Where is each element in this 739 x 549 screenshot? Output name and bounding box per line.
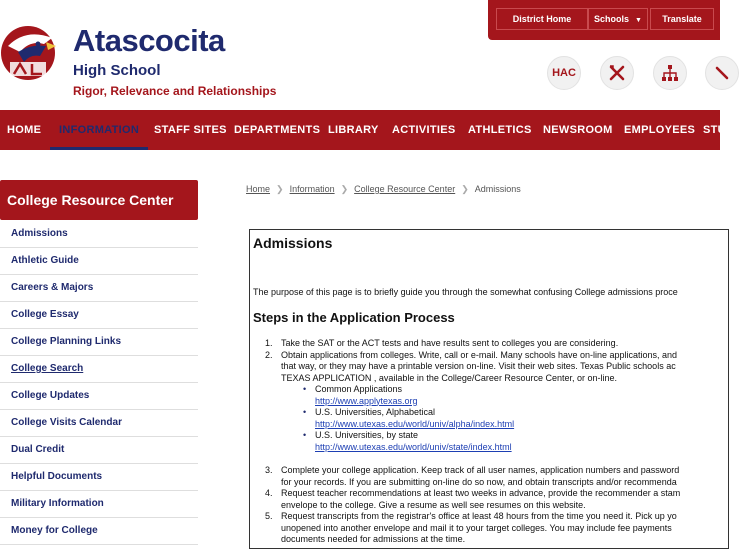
sitemap-icon xyxy=(661,64,679,82)
schools-dropdown[interactable] xyxy=(588,8,648,30)
step-text: Complete your college application. Keep track of all user names, application numbers and password xyxy=(281,465,680,475)
breadcrumb-separator-icon: ❯ xyxy=(461,184,469,194)
bullet-icon: • xyxy=(303,430,307,440)
steps-list xyxy=(265,338,735,546)
sidebar-item-college-essay[interactable]: College Essay xyxy=(0,302,198,329)
step-2-continued xyxy=(265,373,735,385)
sidebar-item-military-information[interactable]: Military Information xyxy=(0,491,198,518)
fork-knife-icon xyxy=(608,64,626,82)
universities-state-link[interactable]: http://www.utexas.edu/world/univ/state/index.html xyxy=(315,441,512,452)
resource-label: U.S. Universities, by state xyxy=(315,430,419,440)
step-5-continued xyxy=(265,523,735,535)
sidebar-title: College Resource Center xyxy=(0,180,198,220)
step-3 xyxy=(265,465,735,477)
step-5-continued xyxy=(265,534,735,546)
nav-information[interactable]: INFORMATION xyxy=(50,110,148,150)
intro-paragraph: The purpose of this page is to briefly guide you through the somewhat confusing College admissions proce xyxy=(253,287,678,297)
step-text: documents needed for admissions at the time. xyxy=(281,534,466,544)
page-title: Admissions xyxy=(253,235,333,251)
main-navigation xyxy=(0,110,726,150)
breadcrumb-current: Admissions xyxy=(474,184,521,194)
step-number: 4. xyxy=(265,488,273,498)
applytexas-link[interactable]: http://www.applytexas.org xyxy=(315,395,418,406)
sidebar-item-athletic-guide[interactable]: Athletic Guide xyxy=(0,248,198,275)
breadcrumb-information[interactable]: Information xyxy=(289,184,335,194)
sidebar-item-dual-credit[interactable]: Dual Credit xyxy=(0,437,198,464)
resource-link-row xyxy=(265,419,735,431)
resource-common-applications xyxy=(265,384,735,396)
step-text: for your records. If you are submitting on-line do so now, and obtain transcripts and/or recommenda xyxy=(281,476,677,487)
cafeteria-menu-button[interactable] xyxy=(600,56,634,90)
step-text: that way, or they may have a printable version on-line. Visit their web sites. Texas Public schools ac xyxy=(281,361,676,371)
resource-us-universities-alpha xyxy=(265,407,735,419)
step-text: Request teacher recommendations at least two weeks in advance, provide the recommender a stam xyxy=(281,488,681,498)
school-subtitle: High School xyxy=(73,62,161,79)
bullet-icon: • xyxy=(303,407,307,417)
step-text: TEXAS APPLICATION , available in the College/Career Resource Center, or on-line. xyxy=(281,372,617,383)
breadcrumb-separator-icon: ❯ xyxy=(276,184,284,194)
universities-alpha-link[interactable]: http://www.utexas.edu/world/univ/alpha/index.html xyxy=(315,418,515,429)
nav-students[interactable]: STU xyxy=(703,124,726,136)
step-2 xyxy=(265,350,735,362)
nav-departments[interactable]: DEPARTMENTS xyxy=(234,124,321,136)
step-text: envelope to the college. Give a resume as well see resumes on this website. xyxy=(281,499,586,510)
sidebar-item-careers-majors[interactable]: Careers & Majors xyxy=(0,275,198,302)
school-motto: Rigor, Relevance and Relationships xyxy=(73,84,277,98)
resource-us-universities-state xyxy=(265,430,735,442)
breadcrumb-separator-icon: ❯ xyxy=(340,184,349,194)
translate-link[interactable]: Translate xyxy=(650,8,714,30)
breadcrumb-college-resource-center[interactable]: College Resource Center xyxy=(354,184,456,194)
nav-activities[interactable]: ACTIVITIES xyxy=(392,124,456,136)
step-text: Obtain applications from colleges. Write, call or e-mail. Many schools have on-line applications, and xyxy=(281,349,678,360)
resource-link-row xyxy=(265,396,735,408)
nav-athletics[interactable]: ATHLETICS xyxy=(468,124,532,136)
district-home-link[interactable]: District Home xyxy=(496,8,588,30)
resource-label: Common Applications xyxy=(315,384,403,394)
nav-staff-sites[interactable]: STAFF SITES xyxy=(154,124,227,136)
step-number: 5. xyxy=(265,511,273,521)
schools-label: Schools xyxy=(594,14,630,24)
step-text: Take the SAT or the ACT tests and have results sent to colleges you are considering. xyxy=(281,338,619,348)
step-text: Request transcripts from the registrar's office at least 48 hours from the time you need it. Pick up yo xyxy=(281,511,677,521)
sitemap-button[interactable] xyxy=(653,56,687,90)
sidebar-item-college-planning-links[interactable]: College Planning Links xyxy=(0,329,198,356)
nav-home[interactable]: HOME xyxy=(7,124,42,136)
hac-button[interactable] xyxy=(547,56,581,90)
step-2-continued xyxy=(265,361,735,373)
bullet-icon: • xyxy=(303,384,307,394)
sidebar-item-college-visits-calendar[interactable]: College Visits Calendar xyxy=(0,410,198,437)
extra-icon xyxy=(715,66,729,80)
hac-label: HAC xyxy=(552,67,576,79)
sidebar-item-college-updates[interactable]: College Updates xyxy=(0,383,198,410)
sidebar-item-money-for-college[interactable]: Money for College xyxy=(0,518,198,545)
step-5 xyxy=(265,511,735,523)
step-1 xyxy=(265,338,735,350)
sidebar-menu xyxy=(0,221,198,545)
site-header xyxy=(0,0,720,110)
step-number: 2. xyxy=(265,349,273,360)
resource-link-row xyxy=(265,442,735,454)
school-name[interactable]: Atascocita xyxy=(73,23,225,58)
extra-quicklink-button[interactable] xyxy=(705,56,739,90)
sidebar-item-college-search[interactable]: College Search xyxy=(0,356,198,383)
sidebar-item-helpful-documents[interactable]: Helpful Documents xyxy=(0,464,198,491)
sidebar-item-admissions[interactable]: Admissions xyxy=(0,221,198,248)
caret-down-icon: ▼ xyxy=(635,17,642,24)
eagle-logo[interactable] xyxy=(0,22,60,84)
step-3-continued xyxy=(265,477,735,489)
breadcrumb-home[interactable]: Home xyxy=(246,184,271,194)
resource-label: U.S. Universities, Alphabetical xyxy=(315,407,436,417)
admissions-document xyxy=(249,229,729,549)
top-links-bar xyxy=(488,0,720,40)
steps-heading: Steps in the Application Process xyxy=(253,310,455,325)
step-text: unopened into another envelope and mail it to your target colleges. You may include fee payments xyxy=(281,522,672,533)
step-4-continued xyxy=(265,500,735,512)
nav-employees[interactable]: EMPLOYEES xyxy=(624,124,696,136)
nav-newsroom[interactable]: NEWSROOM xyxy=(543,124,613,136)
step-4 xyxy=(265,488,735,500)
nav-library[interactable]: LIBRARY xyxy=(328,124,379,136)
step-number: 1. xyxy=(265,338,273,348)
step-number: 3. xyxy=(265,465,273,475)
breadcrumb xyxy=(246,184,521,195)
